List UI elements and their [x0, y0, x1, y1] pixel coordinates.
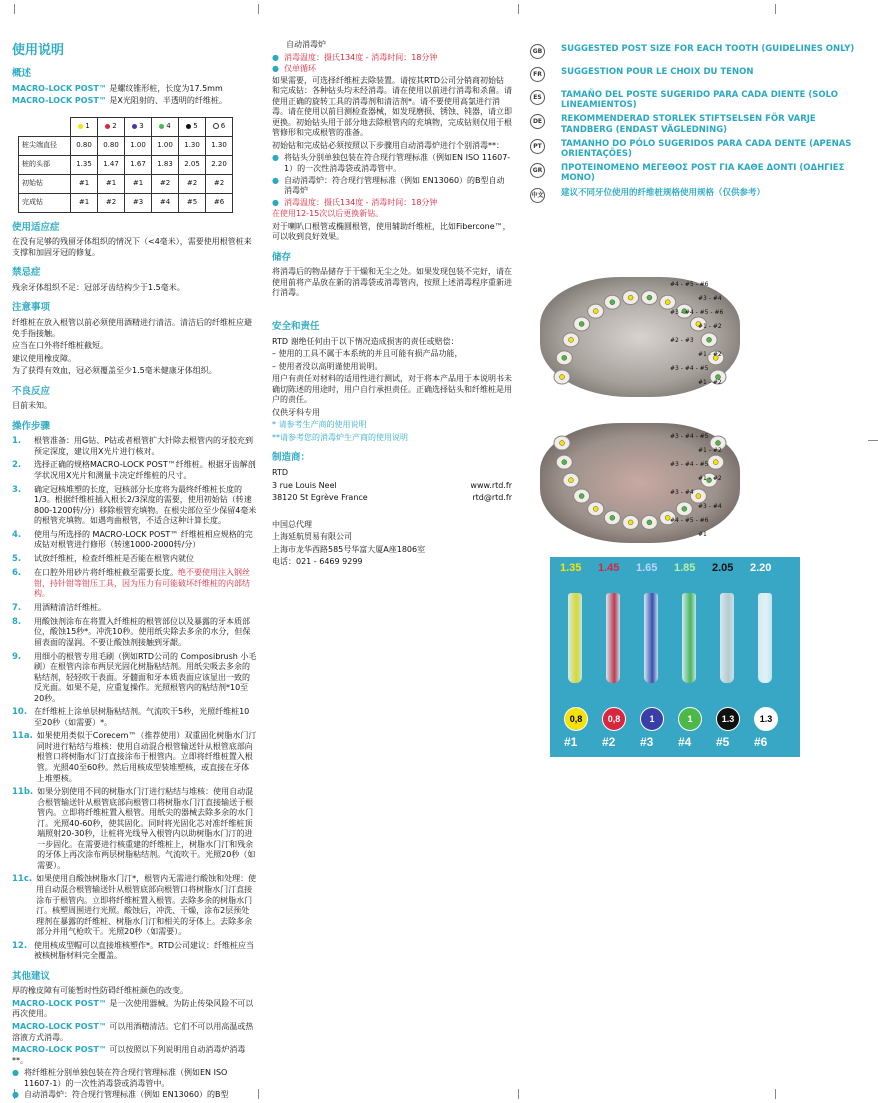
row-label: 完成钻 [19, 193, 71, 212]
post-head-value: 1.45 [598, 561, 620, 574]
other-text [12, 999, 257, 1020]
step-number: 11a. [12, 731, 33, 742]
brand-name: MACRO-LOCK POST™ [12, 83, 107, 93]
bullet-item [272, 153, 512, 174]
language-row [530, 163, 870, 183]
indications-heading: 使用适应症 [12, 221, 60, 233]
header-cell [125, 117, 152, 136]
column-instructions [12, 36, 257, 1102]
table-cell: 1.30 [179, 136, 206, 155]
tooth-color-dot [713, 459, 718, 464]
red-warning: 消毒温度：摄氏134度 - 消毒时间：18分钟 [284, 52, 438, 62]
tooth-size-label: #1 - #2 [698, 322, 722, 330]
other-heading: 其他建议 [12, 970, 51, 982]
table-cell: 2.05 [179, 155, 206, 174]
lower-jaw-image [540, 423, 740, 543]
language-row [530, 139, 870, 159]
step-item [12, 436, 257, 457]
tooth-color-dot [579, 321, 584, 326]
step-item [12, 617, 257, 649]
column-tooth-guide [530, 44, 870, 771]
tip-diameter-badge: 0,8 [564, 707, 588, 731]
step-item [12, 530, 257, 551]
step-number: 11c. [12, 874, 33, 885]
brand-name: MACRO-LOCK POST™ [12, 96, 107, 106]
cautions-heading: 注意事项 [12, 302, 51, 314]
tooth-color-dot [562, 459, 567, 464]
fiber-post-image [720, 593, 734, 683]
language-caption: ΠΡΟΤΕΙΝΟΜΕΝΟ ΜΕΓΕΘΟΣ POST ΓΙΑ ΚΑΘΕ ΔΟΝΤΙ (ΟΔΗΓΙΕΣ ΜΟΝΟ) [561, 163, 845, 184]
tooth-color-dot [716, 440, 721, 445]
tooth-size-label: #1 - #2 [698, 446, 722, 454]
language-caption: REKOMMENDERAD STORLEK STIFTSELSEN FÖR VARJE TANDBERG (ENDAST VÄGLEDNING) [561, 114, 816, 135]
website-link[interactable]: www.rtd.fr [470, 480, 512, 490]
blue-dot-icon [132, 124, 137, 129]
brand-name: MACRO-LOCK POST™ [12, 1045, 107, 1055]
step-item [12, 731, 257, 784]
tooth-color-dot [560, 440, 565, 445]
language-code-badge: ES [530, 90, 545, 105]
table-cell: #2 [98, 193, 125, 212]
table-cell: #1 [98, 174, 125, 193]
post-head-value: 1.85 [674, 561, 696, 574]
sterilizer-text: 自动消毒炉 [286, 40, 326, 49]
bullet-icon: ● [272, 64, 279, 74]
header-cell [71, 117, 98, 136]
safety-text: 用户有责任对材料的适用性进行测试，对于将本产品用于本说明书未确切陈述的用途时，用户自行承担责任。正确选择钻头和纤维桩是用户的责任。 [272, 374, 512, 405]
table-cell: #1 [125, 174, 152, 193]
body-text: 如果需要，可选择纤维桩去除装置。请按其RTD公司分销商初始钻和完成钻：各种钻头均未经消毒。请在使用以前进行消毒和杀菌。请使用正确的旋转工具的消毒剂和清洁剂*。请不要使用高氯进行消毒。请在使用以前目测检查器械，如发现磨损、锈蚀、钝器，请立即更换。初始钻头用于部分地去除根管内的充填物，完成钻则仅用于根管修形和完成根管的准备。 [272, 75, 512, 138]
table-cell: 0.80 [71, 136, 98, 155]
row-label: 初始钻 [19, 174, 71, 193]
step-body: 确定冠核堆塑的长度，冠核部分长度将为最终纤维桩长度的1/3。根据纤维桩插入根长2/3深度的需要，使用初始钻（转速800-1200转/分）移除根管充填物。在根尖部位至少保留4毫米的根管充填物。如遇弯曲根管，不适合这种计算长度。 [34, 484, 257, 526]
post-head-value: 2.05 [712, 561, 734, 574]
language-caption: TAMANHO DO PÓLO SUGERIDOS PARA CADA DENTE (APENAS ORIENTAÇÕES) [561, 138, 852, 159]
tooth-size-label: #4 - #5 - #6 [670, 516, 709, 524]
safety-text: – 使用者没以高明谨使用说明。 [272, 361, 383, 371]
bullet-text: 自动消毒炉：符合现行管理标准（例如 EN13060）的B型自动消毒炉 [284, 175, 505, 196]
step-body: 如果分别使用不同的树脂水门汀进行粘结与堆核：使用自动混合根管输送针从根管底部向根管口将树脂水门汀直接输送于根管内。立即将纤维桩置入根管。用纸尖的器械去除多余的水门汀。光照40-60秒，使其固化。同时将光固化芯对准纤维桩顶端照射20-30秒，让桩将光线导入根管内以助树脂水门汀的进一步固化。在需要进行核重建的纤维桩上，树脂水门汀和残余的牙体上再次涂布两层树脂粘结剂。气流吹干。光照20秒（如需要）。 [37, 787, 256, 870]
step-number: 8. [12, 616, 22, 627]
table-cell: 1.47 [98, 155, 125, 174]
bullet-item [272, 176, 512, 197]
step-item [12, 652, 257, 705]
table-cell: 0.80 [98, 136, 125, 155]
step-text [34, 436, 257, 457]
indications-text: 在没有足够的残留牙体组织的情况下（<4毫米），需要使用根管桩来支撑和加固牙冠的修复。 [12, 237, 252, 257]
language-row [530, 90, 870, 110]
black-dot-icon [186, 124, 191, 129]
step-body: 如果使用自酸蚀树脂水门汀*，根管内无需进行酸蚀和处理：使用自动混合根管输送针从根管底部向根管口将树脂水门汀直接涂布于根管内。立即将纤维桩置入根管。去除多余的树脂水门汀。核塑周围进行光照。酸蚀后，冲洗、干燥，涂布2层预处理剂在暴露的纤维桩、树脂水门汀和相关的牙体上。去除多余部分并用气枪吹干。光照20秒（如需要）。 [36, 874, 257, 937]
bullet-item [12, 1090, 257, 1101]
step-warning: 绝不要使用注入钢丝钳，持针钳等钳压工具，因为压力有可能破坏纤维桩的内部结构。 [34, 568, 250, 599]
language-row [530, 114, 870, 134]
language-caption: TAMAÑO DEL POSTE SUGERIDO PARA CADA DIENTE (SOLO LINEAMIENTOS) [561, 90, 838, 111]
tooth-color-dot [560, 374, 565, 379]
table-row [19, 136, 233, 155]
red-dot-icon [105, 124, 110, 129]
red-warning: 在使用12-15次以后更换新钻。 [272, 209, 384, 219]
post-number-label: #1 [564, 734, 578, 749]
step-text [34, 568, 257, 600]
bullet-item [272, 198, 512, 209]
step-text [34, 554, 194, 565]
tooth-size-label: #4 - #5 - #6 [670, 280, 709, 288]
bullet-icon: ● [272, 153, 279, 163]
step-text [34, 530, 257, 551]
lower-teeth-graphic [540, 423, 740, 543]
language-list [530, 44, 870, 207]
body-text: 初始钻和完成钻必须按照以下步骤用自动消毒炉进行个别消毒**： [272, 140, 504, 150]
step-body: 在口腔外用砂片将纤维桩截至需要长度。 [34, 568, 178, 578]
step-number: 3. [12, 484, 22, 495]
row-label: 桩尖端直径 [19, 136, 71, 155]
crop-mark [14, 4, 15, 14]
caution-text: 纤维桩在放入根管以前必须使用酒精进行清洁。清洁后的纤维桩应避免手指接触。 [12, 318, 252, 338]
bullet-icon: ● [272, 175, 279, 185]
bullet-icon: ● [272, 52, 279, 62]
language-row [530, 67, 870, 86]
crop-mark [258, 1089, 259, 1099]
step-text [34, 603, 106, 614]
table-cell: 1.00 [125, 136, 152, 155]
tooth-diagram-area [530, 211, 870, 771]
storage-heading: 储存 [272, 251, 292, 263]
language-code-badge: DE [530, 114, 545, 129]
crop-mark [775, 4, 776, 14]
crop-mark [258, 4, 259, 14]
crop-mark [775, 1089, 776, 1099]
overview-text: 是X光阻射的、半透明的纤维桩。 [106, 96, 227, 106]
tip-diameter-badge: 1.3 [716, 707, 740, 731]
tooth-size-label: #2 - #3 [670, 336, 694, 344]
step-text [37, 787, 257, 871]
table-cell: #2 [206, 174, 233, 193]
post-sizes-panel [550, 557, 800, 757]
table-cell: #4 [152, 193, 179, 212]
table-corner [19, 117, 71, 136]
fiber-post-image [682, 593, 696, 683]
bullet-text: 将纤维桩分别单独包装在符合现行管理标准（例如EN ISO 11607-1）的一次性消毒袋或消毒管中。 [24, 1068, 228, 1088]
table-row [19, 155, 233, 174]
table-cell: #1 [71, 174, 98, 193]
address-line: 3 rue Louis Neel [272, 480, 337, 490]
post-number-label: #5 [716, 734, 730, 749]
header-cell [179, 117, 206, 136]
agent-address: 上海市龙华西路585号华富大厦A座1806室 [272, 544, 426, 554]
safety-text: – 使用的工具不属于本系统的并且可能有损产品功能， [272, 349, 463, 359]
step-text [36, 874, 257, 937]
tip-diameter-badge: 0,8 [602, 707, 626, 731]
tip-diameter-badge: 1.3 [754, 707, 778, 731]
tooth-color-dot [665, 299, 670, 304]
language-row [530, 188, 870, 207]
step-number: 12. [12, 940, 28, 951]
fiber-post-image [644, 593, 658, 683]
agent-phone: 电话：021 - 6469 9299 [272, 557, 363, 567]
bullet-item [272, 53, 512, 64]
tooth-color-dot [682, 506, 687, 511]
contraindications-heading: 禁忌症 [12, 267, 41, 279]
post-number-label: #4 [678, 734, 692, 749]
post-head-value: 1.35 [560, 561, 582, 574]
step-item [12, 707, 257, 728]
step-body: 根管准备：用G钻、P钻或者根管扩大针除去根管内的牙胶充到预定深度，建议用X光片进行核对。 [34, 436, 254, 456]
table-cell: 1.67 [125, 155, 152, 174]
tip-diameter-badge: 1 [678, 707, 702, 731]
post-number-label: #2 [602, 734, 616, 749]
step-number: 4. [12, 529, 22, 540]
bullet-item [272, 64, 512, 75]
manufacturer-line [272, 493, 512, 504]
tooth-size-label: #3 - #4 - #5 - #6 [670, 308, 724, 316]
safety-heading: 安全和责任 [272, 321, 320, 333]
step-number: 6. [12, 568, 22, 579]
overview-line [12, 96, 257, 107]
step-text [34, 707, 257, 728]
table-cell: #3 [125, 193, 152, 212]
step-body: 试放纤维桩，检查纤维桩是否能在根管内就位 [34, 553, 194, 563]
tooth-size-label: #1 [698, 530, 707, 538]
agent-name: 上海延航贸易有限公司 [272, 532, 352, 542]
step-number: 9. [12, 651, 22, 662]
step-body: 使用核成型帽可以直接堆核塑作*。RTD公司建议：纤维桩应当被核树脂材料完全覆盖。 [34, 940, 255, 961]
fiber-post-image [606, 593, 620, 683]
step-item [12, 941, 257, 962]
language-code-badge: FR [530, 67, 545, 82]
table-cell: #1 [71, 193, 98, 212]
tooth-color-dot [628, 295, 633, 300]
other-text [12, 1045, 257, 1066]
footnote: **请参考您的消毒炉生产商的使用说明 [272, 432, 408, 442]
table-cell: #6 [206, 193, 233, 212]
body-text: 对于喇叭口根管或椭圆根管，使用辅助纤维桩，比如Fibercone™，可以收到良好效果。 [272, 221, 511, 242]
overview-text: 是螺纹锥形桩，长度为17.5mm [106, 83, 223, 93]
tooth-size-label: #3 - #4 [670, 488, 694, 496]
bullet-icon: ● [272, 197, 279, 207]
step-item [12, 874, 257, 937]
tooth-size-label: #3 - #4 [698, 502, 722, 510]
fiber-post-image [568, 593, 582, 683]
step-text [37, 731, 257, 784]
step-item [12, 554, 257, 565]
step-item [12, 460, 257, 481]
overview-line [12, 84, 257, 95]
table-cell: 2.20 [206, 155, 233, 174]
caution-text: 应当在口外将纤维桩截短。 [12, 341, 108, 351]
tooth-size-label: #1 - #2 [698, 474, 722, 482]
post-head-value: 2.20 [750, 561, 772, 574]
other-text [12, 1022, 257, 1043]
step-number: 10. [12, 707, 28, 718]
tooth-size-label: #3 - #4 [698, 294, 722, 302]
tooth-color-dot [579, 493, 584, 498]
step-number: 2. [12, 460, 22, 471]
header-cell [206, 117, 233, 136]
step-item [12, 603, 257, 614]
bullet-icon: ● [12, 1068, 19, 1078]
adverse-text: 目前未知。 [12, 401, 52, 411]
brand-name: MACRO-LOCK POST™ [12, 1022, 107, 1032]
tooth-color-dot [647, 295, 652, 300]
step-body: 使用与所选择的 MACRO-LOCK POST™ 纤维桩相应规格的完成钻对根管进行修形（转速1000-2000转/分） [34, 529, 253, 550]
post-number-label: #3 [640, 734, 654, 749]
tip-diameter-badge: 1 [640, 707, 664, 731]
red-warning: 仅单循环 [284, 64, 316, 74]
table-row [19, 174, 233, 193]
step-body: 选择正确的规格MACRO-LOCK POST™纤维桩。根据牙齿解剖学状况用X光片和测量卡决定纤维桩的尺寸。 [34, 460, 256, 480]
step-body: 用细小的根管专用毛刷（例如RTD公司的 Composibrush 小毛刷）在根管内涂布两层光固化树脂粘结剂。用纸尖吸去多余的粘结剂，轻轻吹干表面。牙髓面和牙本质表面应该显出一致的反光面。如果不是，应重复操作。光照根管内的粘结剂*10至20秒。 [34, 651, 257, 703]
bullet-icon: ● [12, 1090, 19, 1100]
crop-mark [518, 1089, 519, 1099]
fiber-post-image [758, 593, 772, 683]
tooth-color-dot [610, 515, 615, 520]
table-cell: #5 [179, 193, 206, 212]
tooth-color-dot [628, 519, 633, 524]
step-item [12, 568, 257, 600]
row-label: 桩的头部 [19, 155, 71, 174]
step-body: 用酒精清洁纤维桩。 [34, 602, 106, 612]
header-label: 2 [112, 122, 117, 131]
other-rest: 可以用酒精清洁。它们不可以用高温或热溶液方式消毒。 [12, 1022, 254, 1042]
language-code-badge: GB [530, 44, 545, 59]
contraindications-text: 残余牙体组织不足：冠部牙齿结构少于1.5毫米。 [12, 282, 185, 292]
caution-text: 为了获得有效血，冠必须覆盖至少1.5毫米健康牙体组织。 [12, 366, 217, 376]
column-sterilization [272, 40, 512, 570]
steps-list [12, 436, 257, 962]
table-cell: 1.35 [71, 155, 98, 174]
step-number: 5. [12, 553, 22, 564]
green-dot-icon [159, 124, 164, 129]
size-table-header [19, 117, 233, 136]
tooth-color-dot [593, 506, 598, 511]
yellow-dot-icon [78, 124, 83, 129]
step-body: 用酸蚀剂涂布在将置入纤维桩的根管部位以及暴露的牙本质部位，酸蚀15秒*。冲洗10秒。使用纸尖除去多余的水分，但保留表面的湿润。不要让酸蚀剂接触到牙龈。 [34, 616, 251, 647]
step-body: 如果使用类似于Corecem™（推荐使用）双重固化树脂水门汀同时进行粘结与堆核：使用自动混合根管输送针从根管底部向根管口将树脂水门汀直接涂布于根管内。立即将纤维桩置入根管。光照40至60秒。然后用核成型装堆塑核，或直接在牙体上堆塑核。 [36, 731, 257, 783]
bullet-text: 将钻头分别单独包装在符合现行管理标准（例如EN ISO 11607-1）的一次性消毒袋或消毒管中。 [284, 153, 511, 174]
step-number: 7. [12, 602, 22, 613]
table-cell: 1.30 [206, 136, 233, 155]
step-item [12, 485, 257, 527]
step-text [34, 485, 257, 527]
address-line: 38120 St Egrève France [272, 493, 368, 503]
step-text [34, 617, 257, 649]
crop-mark [518, 4, 519, 14]
safety-text: RTD 谢绝任何由于以下情况造成损害的责任或赔偿： [272, 336, 459, 346]
steps-heading: 操作步骤 [12, 420, 51, 432]
tooth-size-label: #1 - #2 [698, 378, 722, 386]
tooth-color-dot [593, 308, 598, 313]
header-label: 6 [220, 122, 226, 131]
step-text [34, 652, 257, 705]
manufacturer-line [272, 481, 512, 492]
language-code-badge: PT [530, 139, 545, 154]
brand-name: MACRO-LOCK POST™ [12, 998, 107, 1008]
tooth-color-dot [707, 337, 712, 342]
bullet-text: 自动消毒炉：符合现行管理标准（例如 EN13060）的B型 [24, 1090, 229, 1100]
caution-text: 建议使用橡皮障。 [12, 353, 76, 363]
table-cell: 1.00 [152, 136, 179, 155]
language-caption: SUGGESTION POUR LE CHOIX DU TENON [561, 67, 754, 77]
header-cell [152, 117, 179, 136]
header-label: 1 [85, 122, 90, 131]
red-warning: 消毒温度：摄氏134度 - 消毒时间：18分钟 [284, 197, 438, 207]
post-head-value: 1.65 [636, 561, 658, 574]
tooth-color-dot [696, 493, 701, 498]
language-code-badge: 中文 [530, 188, 545, 203]
manufacturer-heading: 制造商： [272, 452, 311, 464]
tooth-size-label: #3 - #4 - #5 [670, 460, 709, 468]
header-label: 3 [139, 122, 144, 131]
safety-text: 仅供牙科专用 [272, 407, 320, 417]
tooth-color-dot [568, 337, 573, 342]
table-cell: 1.83 [152, 155, 179, 174]
other-rest: 是一次使用器械。为防止传染风险不可以再次使用。 [12, 998, 254, 1019]
agent-heading: 中国总代理 [272, 519, 312, 529]
post-number-label: #6 [754, 734, 768, 749]
tooth-size-label: #3 - #4 - #5 [670, 432, 709, 440]
step-item [12, 787, 257, 871]
size-table [18, 117, 233, 213]
storage-text: 将消毒后的物品储存于干燥和无尘之处。如果发现包装不完好，请在使用前将产品放在新的消毒袋或消毒管内，按照上述消毒程序重新进行消毒。 [272, 267, 512, 298]
table-row [19, 193, 233, 212]
language-caption: 建议不同牙位使用的纤维桩规格使用规格（仅供参考） [561, 187, 766, 198]
email-link[interactable]: rtd@rtd.fr [472, 493, 512, 503]
table-cell: #2 [152, 174, 179, 193]
tooth-size-label: #3 - #4 - #5 [670, 364, 709, 372]
step-text [34, 941, 257, 962]
header-cell [98, 117, 125, 136]
step-text [34, 460, 257, 481]
header-label: 4 [166, 122, 171, 131]
tooth-color-dot [610, 299, 615, 304]
overview-heading: 概述 [12, 68, 32, 80]
language-caption: SUGGESTED POST SIZE FOR EACH TOOTH (GUIDELINES ONLY) [561, 44, 855, 54]
manufacturer-name: RTD [272, 468, 289, 477]
page-title: 使用说明 [12, 43, 65, 58]
step-number: 1. [12, 436, 22, 447]
tooth-color-dot [647, 519, 652, 524]
step-body: 在纤维桩上涂单层树脂粘结剂。气流吹干5秒，光照纤维桩10至20秒（如需要）*。 [34, 707, 250, 727]
white-dot-icon [213, 123, 219, 129]
other-rest: 可以按照以下列说明用自动消毒炉消毒**。 [12, 1045, 246, 1065]
step-number: 11b. [12, 787, 34, 798]
language-code-badge: GR [530, 163, 545, 178]
tooth-color-dot [568, 477, 573, 482]
tooth-size-label: #1 - #2 [698, 350, 722, 358]
language-row [530, 44, 870, 63]
footnote: * 请参考生产商的使用说明 [272, 420, 367, 430]
bullet-item [12, 1068, 257, 1089]
table-cell: #2 [179, 174, 206, 193]
other-text: 厚的橡皮障有可能暂时性防碍纤维桩颜色的改变。 [12, 986, 188, 996]
tooth-color-dot [562, 355, 567, 360]
adverse-heading: 不良反应 [12, 385, 51, 397]
header-label: 5 [193, 122, 198, 131]
